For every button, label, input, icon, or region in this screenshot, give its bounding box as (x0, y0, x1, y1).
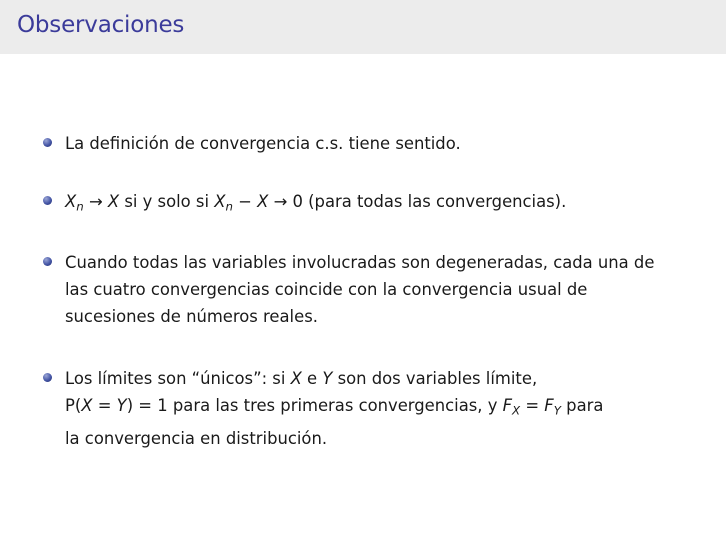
bullet-icon (43, 196, 52, 205)
bullet-icon (43, 373, 52, 382)
bullet-icon (43, 138, 52, 147)
bullet-icon (43, 257, 52, 266)
item-text: Los límites son “únicos”: si X e Y son dos variables límite, P(X = Y) = 1 para las tres primeras convergencias, y $F_X = F_Y$ para la convergencia en distribución. (65, 369, 604, 448)
item-text: La definición de convergencia c.s. tiene sentido. (65, 134, 461, 153)
item-text: Cuando todas las variables involucradas son degeneradas, cada una de las cuatro convergencias coincide con la convergencia usual de sucesiones de números reales. (65, 253, 655, 326)
item-text: $X_n \to X$ si y solo si $X_n - X \to 0$ (para todas las convergencias). (65, 192, 567, 214)
frame-title: Observaciones (17, 12, 185, 38)
